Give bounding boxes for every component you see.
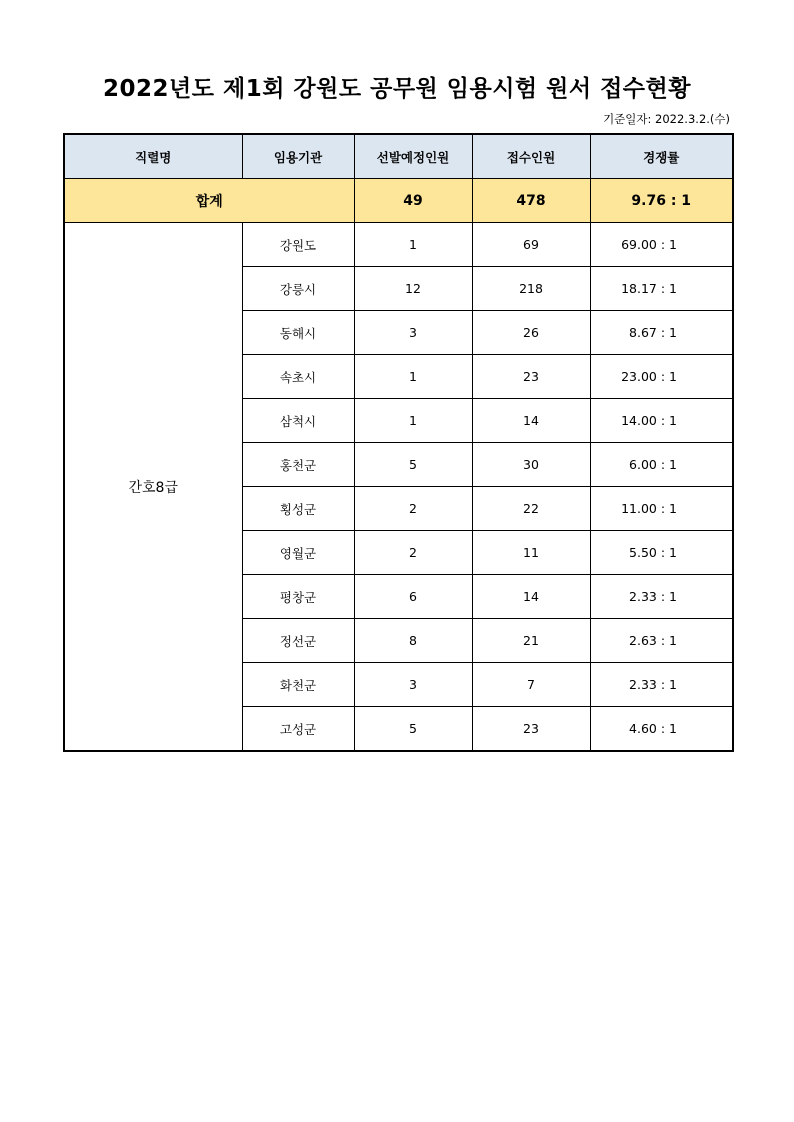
header-planned: 선발예정인원 — [354, 134, 472, 179]
applicants-cell: 11 — [472, 531, 590, 575]
rate-cell: 14.00 : 1 — [590, 399, 733, 443]
header-job-series: 직렬명 — [64, 134, 242, 179]
applicants-cell: 218 — [472, 267, 590, 311]
rate-cell: 4.60 : 1 — [590, 707, 733, 752]
applicants-cell: 30 — [472, 443, 590, 487]
planned-cell: 1 — [354, 223, 472, 267]
agency-cell: 영월군 — [242, 531, 354, 575]
planned-cell: 5 — [354, 443, 472, 487]
applicants-cell: 69 — [472, 223, 590, 267]
total-label: 합계 — [64, 179, 354, 223]
agency-cell: 횡성군 — [242, 487, 354, 531]
applicants-cell: 26 — [472, 311, 590, 355]
header-applicants: 접수인원 — [472, 134, 590, 179]
applicants-cell: 21 — [472, 619, 590, 663]
total-rate: 9.76 : 1 — [590, 179, 733, 223]
planned-cell: 2 — [354, 531, 472, 575]
planned-cell: 1 — [354, 399, 472, 443]
total-planned: 49 — [354, 179, 472, 223]
rate-cell: 2.33 : 1 — [590, 575, 733, 619]
planned-cell: 2 — [354, 487, 472, 531]
rate-cell: 69.00 : 1 — [590, 223, 733, 267]
applicants-cell: 14 — [472, 399, 590, 443]
total-applicants: 478 — [472, 179, 590, 223]
agency-cell: 동해시 — [242, 311, 354, 355]
applicants-cell: 23 — [472, 707, 590, 752]
applicants-cell: 14 — [472, 575, 590, 619]
agency-cell: 고성군 — [242, 707, 354, 752]
agency-cell: 삼척시 — [242, 399, 354, 443]
applicants-cell: 7 — [472, 663, 590, 707]
table-row — [64, 223, 733, 267]
planned-cell: 1 — [354, 355, 472, 399]
total-row — [64, 179, 733, 223]
rate-cell: 23.00 : 1 — [590, 355, 733, 399]
rate-cell: 2.63 : 1 — [590, 619, 733, 663]
rate-cell: 6.00 : 1 — [590, 443, 733, 487]
agency-cell: 강릉시 — [242, 267, 354, 311]
planned-cell: 8 — [354, 619, 472, 663]
agency-cell: 강원도 — [242, 223, 354, 267]
agency-cell: 속초시 — [242, 355, 354, 399]
agency-cell: 홍천군 — [242, 443, 354, 487]
planned-cell: 5 — [354, 707, 472, 752]
agency-cell: 정선군 — [242, 619, 354, 663]
rate-cell: 2.33 : 1 — [590, 663, 733, 707]
header-rate: 경쟁률 — [590, 134, 733, 179]
agency-cell: 평창군 — [242, 575, 354, 619]
agency-cell: 화천군 — [242, 663, 354, 707]
base-date: 기준일자: 2022.3.2.(수) — [603, 112, 730, 126]
page-title: 2022년도 제1회 강원도 공무원 임용시험 원서 접수현황 — [103, 76, 691, 102]
rate-cell: 18.17 : 1 — [590, 267, 733, 311]
header-agency: 임용기관 — [242, 134, 354, 179]
job-series-cell: 간호8급 — [64, 223, 242, 752]
rate-cell: 8.67 : 1 — [590, 311, 733, 355]
table-header-row — [64, 134, 733, 179]
applicants-cell: 22 — [472, 487, 590, 531]
rate-cell: 5.50 : 1 — [590, 531, 733, 575]
planned-cell: 3 — [354, 663, 472, 707]
application-status-table — [63, 133, 734, 752]
planned-cell: 6 — [354, 575, 472, 619]
planned-cell: 12 — [354, 267, 472, 311]
applicants-cell: 23 — [472, 355, 590, 399]
rate-cell: 11.00 : 1 — [590, 487, 733, 531]
planned-cell: 3 — [354, 311, 472, 355]
